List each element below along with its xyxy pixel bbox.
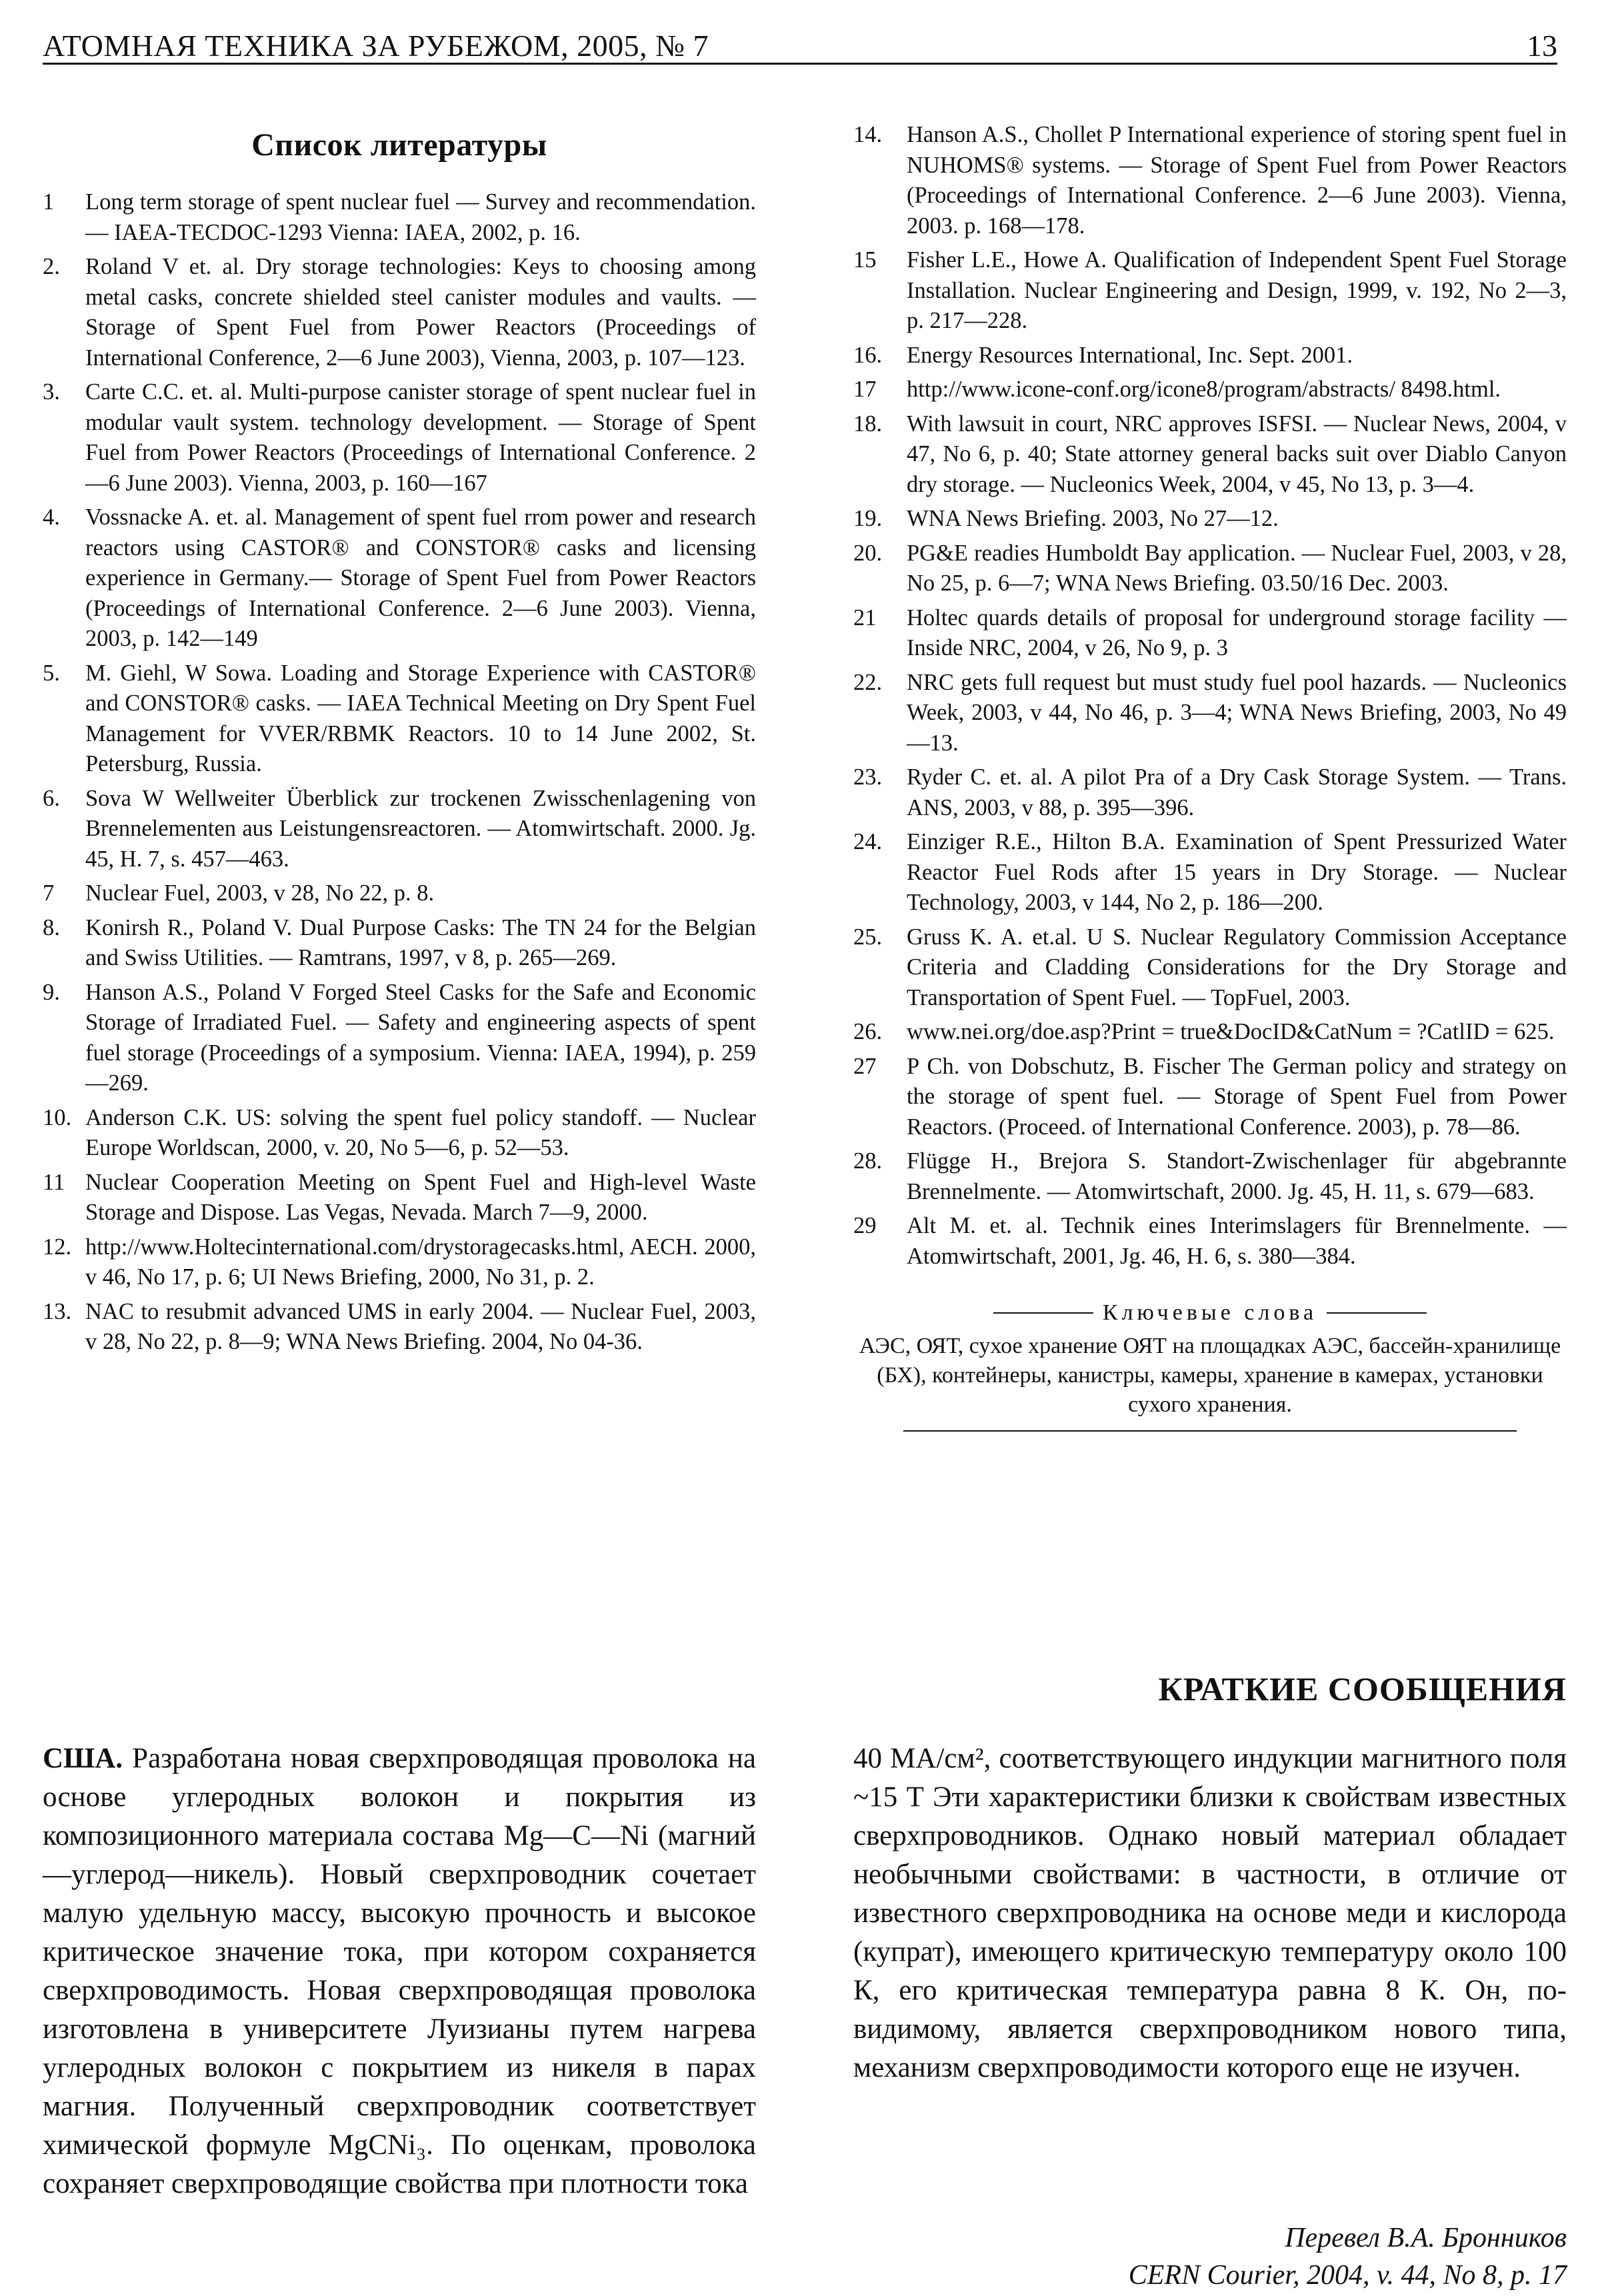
- reference-text: Nuclear Cooperation Meeting on Spent Fuel and High-level Waste Storage and Dispose. Las Vegas, Nevada. March 7—9, 2000.: [85, 1169, 756, 1225]
- reference-text: Energy Resources International, Inc. Sept. 2001.: [907, 342, 1353, 368]
- reference-text: P Ch. von Dobschutz, B. Fischer The German policy and strategy on the storage of spent fuel. — Storage of Spent Fuel from Power Reactors. (Proceed. of International Conference. 2003), p. 78—86.: [907, 1053, 1567, 1140]
- reference-item: [43, 377, 756, 499]
- references-title: Список литературы: [251, 127, 547, 163]
- reference-text: WNA News Briefing. 2003, No 27—12.: [907, 506, 1279, 531]
- reference-item: [853, 409, 1567, 501]
- reference-item: [43, 503, 756, 654]
- reference-number: 24.: [853, 829, 883, 854]
- reference-text: Einziger R.E., Hilton B.A. Examination of Spent Pressurized Water Reactor Fuel Rods after 15 years in Dry Storage. — Nuclear Technology, 2003, v 144, No 2, p. 186—200.: [907, 829, 1567, 915]
- reference-text: M. Giehl, W Sowa. Loading and Storage Experience with CASTOR® and CONSTOR® casks. — IAEA Technical Meeting on Dry Spent Fuel Management for VVER/RBMK Reactors. 10 to 14 June 2002, St. Petersburg, Russia.: [85, 660, 756, 776]
- reference-number: 26.: [853, 1019, 883, 1044]
- reference-text: Gruss K. A. et.al. U S. Nuclear Regulatory Commission Acceptance Criteria and Cladding Considerations for the Dry Storage and Transportation of Spent Fuel. — TopFuel, 2003.: [907, 924, 1567, 1010]
- reference-item: [43, 913, 756, 974]
- reference-text: Anderson C.K. US: solving the spent fuel policy standoff. — Nuclear Europe Worldscan, 2000, v. 20, No 5—6, p. 52—53.: [85, 1104, 756, 1160]
- reference-number: 13.: [43, 1298, 72, 1324]
- reference-item: [853, 668, 1567, 759]
- reference-text: Hanson A.S., Poland V Forged Steel Casks for the Safe and Economic Storage of Irradiated Fuel. — Safety and engineering aspects of spent fuel storage (Proceedings of a symposium. Vienna: IAEA, 1994), p. 259—269.: [85, 979, 756, 1096]
- reference-item: [853, 922, 1567, 1014]
- reference-text: http://www.Holtecinternational.com/drystoragecasks.html, AECH. 2000, v 46, No 17, p. 6; UI News Briefing, 2000, No 31, p. 2.: [85, 1234, 756, 1290]
- reference-item: [43, 878, 756, 909]
- references-list-left: [43, 187, 756, 1358]
- reference-text: http://www.icone-conf.org/icone8/program/abstracts/ 8498.html.: [907, 377, 1501, 402]
- reference-text: NAC to resubmit advanced UMS in early 2004. — Nuclear Fuel, 2003, v 28, No 22, p. 8—9; WNA News Briefing. 2004, No 04-36.: [85, 1298, 756, 1354]
- source-credit: CERN Courier, 2004, v. 44, No 8, p. 17: [1128, 2260, 1567, 2291]
- journal-title: АТОМНАЯ ТЕХНИКА ЗА РУБЕЖОМ, 2005, № 7: [43, 29, 709, 63]
- reference-item: [43, 1168, 756, 1228]
- reference-text: Flügge H., Brejora S. Standort-Zwischenlager für abgebrannte Brennelmente. — Atomwirtschaft, 2000. Jg. 45, H. 11, s. 679—683.: [907, 1148, 1567, 1204]
- reference-number: 16.: [853, 342, 883, 368]
- reference-item: [853, 762, 1567, 823]
- keywords-rule-left: [993, 1312, 1093, 1314]
- reference-item: [853, 1017, 1567, 1048]
- reference-number: 14.: [853, 122, 883, 147]
- references-right-column: [853, 120, 1567, 1432]
- reference-item: [853, 1211, 1567, 1272]
- reference-number: 25.: [853, 924, 883, 950]
- reference-number: 28.: [853, 1148, 883, 1174]
- reference-item: [853, 245, 1567, 337]
- references-list-right: [853, 120, 1567, 1272]
- reference-item: [853, 1052, 1567, 1143]
- reference-number: 27: [853, 1053, 877, 1079]
- keywords-label: Ключевые слова: [1102, 1300, 1318, 1325]
- reference-number: 21: [853, 604, 877, 630]
- reference-number: 2.: [43, 254, 60, 279]
- reference-number: 1: [43, 189, 55, 215]
- reference-text: Roland V et. al. Dry storage technologies: Keys to choosing among metal casks, concrete shielded steel canister modules and vaults. — Storage of Spent Fuel from Power Reactors (Proceedings of International Conference, 2—6 June 2003), Vienna, 2003, p. 107—123.: [85, 254, 756, 371]
- reference-text: Konirsh R., Poland V. Dual Purpose Casks: The TN 24 for the Belgian and Swiss Utilities. — Ramtrans, 1997, v 8, p. 265—269.: [85, 914, 756, 970]
- keywords-rule-right: [1327, 1312, 1427, 1314]
- page-number: 13: [1527, 29, 1557, 63]
- news-right-text: 40 МА/см², соответствующего индукции магнитного поля ~15 Т Эти характеристики близки к свойствам известных сверхпроводников. Однако новый материал обладает необычными свойствами: в частности, в отличие от известного сверхпроводника на основе меди и кислорода (купрат), имеющего критическую температуру около 100 К, его критическая температура равна 8 К. Он, по-видимому, является сверхпроводником нового типа, механизм сверхпроводимости которого еще не изучен.: [853, 1743, 1567, 2083]
- reference-item: [43, 658, 756, 780]
- reference-text: Fisher L.E., Howe A. Qualification of Independent Spent Fuel Storage Installation. Nuclear Engineering and Design, 1999, v. 192, No 2—3, p. 217—228.: [907, 247, 1567, 333]
- reference-text: Vossnacke A. et. al. Management of spent fuel rrom power and research reactors using CASTOR® and CONSTOR® casks and licensing experience in Germany.— Storage of Spent Fuel from Power Reactors (Proceedings of International Conference. 2—6 June 2003). Vienna, 2003, p. 142—149: [85, 505, 756, 651]
- reference-item: [853, 1146, 1567, 1207]
- reference-text: Sova W Wellweiter Überblick zur trockenen Zwisschenlagening von Brennelementen aus Leistungensreactoren. — Atomwirtschaft. 2000. Jg. 45, H. 7, s. 457—463.: [85, 785, 756, 872]
- reference-item: [43, 1103, 756, 1164]
- reference-item: [43, 1297, 756, 1358]
- reference-text: NRC gets full request but must study fuel pool hazards. — Nucleonics Week, 2003, v 44, No 46, p. 3—4; WNA News Briefing, 2003, No 49—13.: [907, 669, 1567, 756]
- reference-number: 7: [43, 880, 55, 906]
- reference-number: 11: [43, 1169, 65, 1195]
- reference-text: Nuclear Fuel, 2003, v 28, No 22, p. 8.: [85, 880, 435, 906]
- reference-number: 18.: [853, 411, 883, 437]
- reference-text: Holtec quards details of proposal for underground storage facility — Inside NRC, 2004, v 26, No 9, p. 3: [907, 604, 1567, 660]
- news-left-column: [43, 1739, 756, 2203]
- reference-text: Carte C.C. et. al. Multi-purpose canister storage of spent nuclear fuel in modular vault system. technology development. — Storage of Spent Fuel from Power Reactors (Proceedings of International Conference. 2—6 June 2003). Vienna, 2003, p. 160—167: [85, 379, 756, 496]
- reference-text: With lawsuit in court, NRC approves ISFSI. — Nuclear News, 2004, v 47, No 6, p. 40; State attorney general backs suit over Diablo Canyon dry storage. — Nucleonics Week, 2004, v 45, No 13, p. 3—4.: [907, 411, 1567, 497]
- running-header: [43, 23, 1557, 65]
- reference-number: 3.: [43, 379, 60, 405]
- reference-text: Hanson A.S., Chollet P International experience of storing spent fuel in NUHOMS® systems. — Storage of Spent Fuel from Power Reactors (Proceedings of International Conference. 2—6 June 2003). Vienna, 2003. p. 168—178.: [907, 122, 1567, 239]
- reference-number: 20.: [853, 540, 883, 566]
- reference-text: Alt M. et. al. Technik eines Interimslagers für Brennelmente. — Atomwirtschaft, 2001, Jg. 46, H. 6, s. 380—384.: [907, 1213, 1567, 1269]
- reference-item: [43, 1232, 756, 1293]
- keywords-block: [853, 1298, 1567, 1432]
- reference-number: 17: [853, 377, 877, 402]
- reference-number: 19.: [853, 506, 883, 531]
- reference-number: 15: [853, 247, 877, 273]
- keywords-bottom-rule: [903, 1430, 1517, 1432]
- news-right-column: [853, 1739, 1567, 2087]
- reference-text: Ryder C. et. al. A pilot Pra of a Dry Cask Storage System. — Trans. ANS, 2003, v 88, p. 395—396.: [907, 764, 1567, 820]
- reference-number: 5.: [43, 660, 60, 686]
- reference-number: 8.: [43, 914, 60, 940]
- news-lead: США.: [43, 1743, 123, 1774]
- reference-number: 9.: [43, 979, 60, 1005]
- reference-item: [853, 539, 1567, 599]
- reference-item: [853, 375, 1567, 405]
- reference-item: [853, 603, 1567, 664]
- reference-item: [853, 120, 1567, 241]
- reference-item: [43, 784, 756, 875]
- reference-number: 4.: [43, 505, 60, 530]
- reference-number: 29: [853, 1213, 877, 1238]
- reference-item: [43, 252, 756, 373]
- translator-credit: Перевел В.А. Бронников: [1285, 2223, 1567, 2253]
- reference-item: [43, 187, 756, 248]
- reference-number: 10.: [43, 1104, 72, 1130]
- reference-text: Long term storage of spent nuclear fuel — Survey and recommendation. — IAEA-TECDOC-1293 Vienna: IAEA, 2002, p. 16.: [85, 189, 756, 245]
- reference-number: 6.: [43, 785, 60, 811]
- reference-item: [853, 827, 1567, 918]
- news-section-title: КРАТКИЕ СООБЩЕНИЯ: [1158, 1670, 1567, 1708]
- reference-text: PG&E readies Humboldt Bay application. — Nuclear Fuel, 2003, v 28, No 25, p. 6—7; WNA News Briefing. 03.50/16 Dec. 2003.: [907, 540, 1567, 596]
- news-credit: [1129, 2219, 1567, 2294]
- references-left-column: [43, 120, 756, 1362]
- reference-item: [853, 504, 1567, 535]
- reference-item: [853, 341, 1567, 371]
- reference-number: 23.: [853, 764, 883, 790]
- reference-text: www.nei.org/doe.asp?Print = true&DocID&CatNum = ?CatlID = 625.: [907, 1019, 1555, 1044]
- reference-number: 12.: [43, 1234, 72, 1260]
- reference-item: [43, 978, 756, 1099]
- reference-number: 22.: [853, 669, 883, 695]
- news-left-text: Разработана новая сверхпроводящая проволока на основе углеродных волокон и покрытия из композиционного материала состава Mg—C—Ni (магний—углерод—никель). Новый сверхпроводник сочетает малую удельную массу, высокую прочность и высокое критическое значение тока, при котором сохраняется сверхпроводимость. Новая сверхпроводящая проволока изготовлена в университете Луизианы путем нагрева углеродных волокон с покрытием из никеля в парах магния. Полученный сверхпроводник соответствует химической формуле MgCNi₃. По оценкам, проволока сохраняет сверхпроводящие свойства при плотности тока: [43, 1743, 756, 2199]
- keywords-text: АЭС, ОЯТ, сухое хранение ОЯТ на площадках АЭС, бассейн-хранилище (БХ), контейнеры, канистры, камеры, хранение в камерах, установки сухого хранения.: [859, 1334, 1561, 1417]
